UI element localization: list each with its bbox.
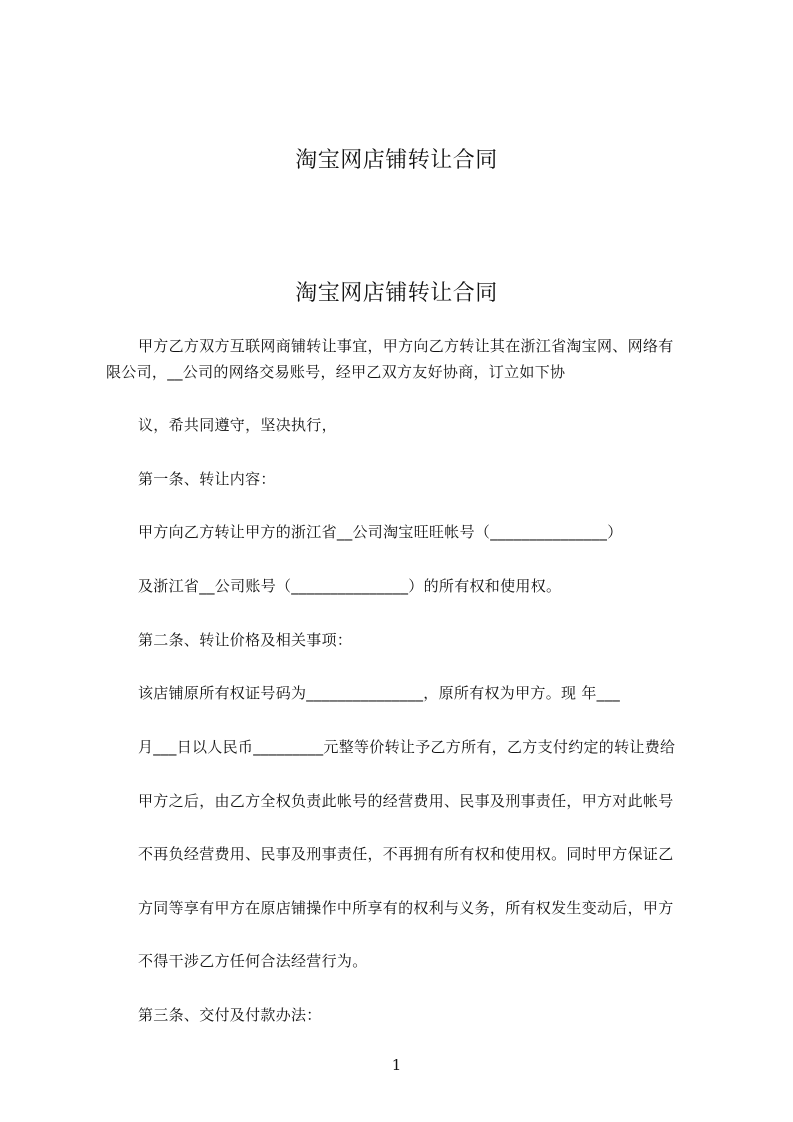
paragraph-line-11: 不再负经营费用、民事及刑事责任，不再拥有所有权和使用权。同时甲方保证乙 (138, 845, 674, 863)
section-heading-2: 第二条、转让价格及相关事项： (138, 631, 353, 649)
paragraph-line-13: 不得干涉乙方任何合法经营行为。 (138, 952, 368, 970)
paragraph-line-9: 月___日以人民币_________元整等价转让予乙方所有，乙方支付约定的转让费给 (138, 738, 676, 756)
paragraph-line-3: 议，希共同遵守，坚决执行， (138, 416, 337, 434)
section-heading-3: 第三条、交付及付款办法： (138, 1006, 322, 1024)
section-heading-1: 第一条、转让内容： (138, 470, 276, 488)
page-number: 1 (391, 1056, 402, 1074)
paragraph-line-2: 限公司，__公司的网络交易账号，经甲乙双方友好协商，订立如下协 (106, 363, 566, 381)
paragraph-line-5: 甲方向乙方转让甲方的浙江省__公司淘宝旺旺帐号（_______________） (138, 523, 623, 541)
paragraph-line-6: 及浙江省__公司账号（_______________）的所有权和使用权。 (138, 577, 562, 595)
paragraph-line-10: 甲方之后，由乙方全权负责此帐号的经营费用、民事及刑事责任，甲方对此帐号 (138, 792, 674, 810)
paragraph-line-1: 甲方乙方双方互联网商铺转让事宜，甲方向乙方转让其在浙江省淘宝网、网络有 (138, 337, 674, 355)
header-title: 淘宝网店铺转让合同 (295, 148, 498, 173)
paragraph-line-8: 该店铺原所有权证号码为_______________，原所有权为甲方。现 年___ (138, 684, 621, 702)
main-title: 淘宝网店铺转让合同 (295, 281, 498, 306)
paragraph-line-12: 方同等享有甲方在原店铺操作中所享有的权利与义务，所有权发生变动后，甲方 (138, 899, 674, 917)
